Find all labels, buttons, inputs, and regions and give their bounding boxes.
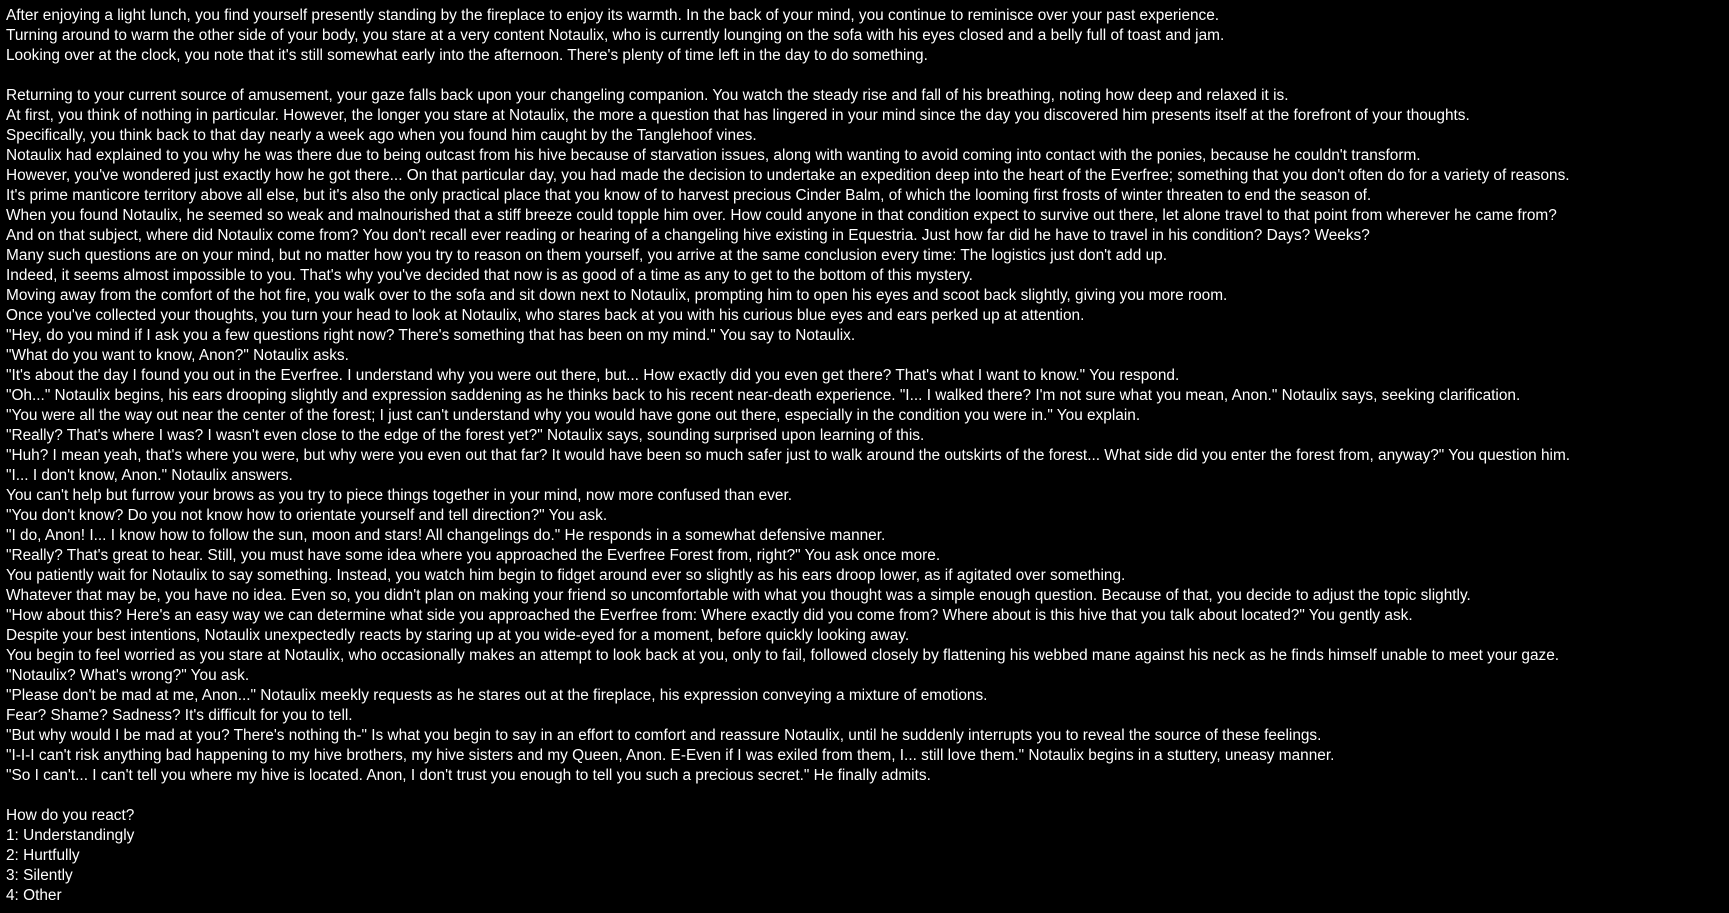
story-line: You can't help but furrow your brows as you try to piece things together in your mind, now more confused than ever. bbox=[6, 487, 793, 504]
story-line: "So I can't... I can't tell you where my hive is located. Anon, I don't trust you enough to tell you such a precious secret." He finally admits. bbox=[6, 767, 931, 784]
story-line: And on that subject, where did Notaulix come from? You don't recall ever reading or hearing of a changeling hive existing in Equestria. Just how far did he have to travel in his condition? Days? Weeks? bbox=[6, 227, 1370, 244]
story-line: When you found Notaulix, he seemed so weak and malnourished that a stiff breeze could topple him over. How could anyone in that condition expect to survive out there, let alone travel to that point from wherever he came from? bbox=[6, 207, 1557, 224]
choice-option-1[interactable]: 1: Understandingly bbox=[6, 827, 135, 844]
choice-option-2[interactable]: 2: Hurtfully bbox=[6, 847, 80, 864]
story-line: "Really? That's great to hear. Still, you must have some idea where you approached the Everfree Forest from, right?" You ask once more. bbox=[6, 547, 941, 564]
choice-prompt: How do you react? bbox=[6, 807, 135, 824]
story-line: Indeed, it seems almost impossible to you. That's why you've decided that now is as good of a time as any to get to the bottom of this mystery. bbox=[6, 267, 973, 284]
choice-list bbox=[6, 826, 1725, 906]
story-line: However, you've wondered just exactly how he got there... On that particular day, you had made the decision to undertake an expedition deep into the heart of the Everfree; something that you don't often do for a variety of reasons. bbox=[6, 167, 1570, 184]
story-line: "But why would I be mad at you? There's nothing th-" Is what you begin to say in an effort to comfort and reassure Notaulix, until he suddenly interrupts you to reveal the source of these feelings. bbox=[6, 727, 1322, 744]
story-line: Returning to your current source of amusement, your gaze falls back upon your changeling companion. You watch the steady rise and fall of his breathing, noting how deep and relaxed it is. bbox=[6, 87, 1289, 104]
story-line: "Huh? I mean yeah, that's where you were, but why were you even out that far? It would have been so much safer just to walk around the outskirts of the forest... What side did you enter the forest from, anyway?" You question him. bbox=[6, 447, 1571, 464]
story-line: "Please don't be mad at me, Anon..." Notaulix meekly requests as he stares out at the fireplace, his expression conveying a mixture of emotions. bbox=[6, 687, 988, 704]
story-line: "I... I don't know, Anon." Notaulix answers. bbox=[6, 467, 293, 484]
story-line: "Hey, do you mind if I ask you a few questions right now? There's something that has been on my mind." You say to Notaulix. bbox=[6, 327, 856, 344]
story-paragraph-intro bbox=[6, 6, 1725, 66]
choice-option-3[interactable]: 3: Silently bbox=[6, 867, 73, 884]
story-line: Moving away from the comfort of the hot fire, you walk over to the sofa and sit down next to Notaulix, prompting him to open his eyes and scoot back slightly, giving you more room. bbox=[6, 287, 1228, 304]
paragraph-spacer bbox=[6, 66, 1725, 86]
story-line: Many such questions are on your mind, but no matter how you try to reason on them yourself, you arrive at the same conclusion every time: The logistics just don't add up. bbox=[6, 247, 1167, 264]
story-line: "How about this? Here's an easy way we can determine what side you approached the Everfree from: Where exactly did you come from? Where about is this hive that you talk about located?" You gently ask. bbox=[6, 607, 1413, 624]
story-line: Once you've collected your thoughts, you turn your head to look at Notaulix, who stares back at you with his curious blue eyes and ears perked up at attention. bbox=[6, 307, 1085, 324]
story-line: "It's about the day I found you out in the Everfree. I understand why you were out there, but... How exactly did you even get there? That's what I want to know." You respond. bbox=[6, 367, 1180, 384]
story-line: Despite your best intentions, Notaulix unexpectedly reacts by staring up at you wide-eyed for a moment, before quickly looking away. bbox=[6, 627, 910, 644]
story-line: Whatever that may be, you have no idea. Even so, you didn't plan on making your friend so uncomfortable with what you thought was a simple enough question. Because of that, you decide to adjust the topic slightly. bbox=[6, 587, 1471, 604]
story-line: "Notaulix? What's wrong?" You ask. bbox=[6, 667, 250, 684]
story-line: "You were all the way out near the center of the forest; I just can't understand why you would have gone out there, especially in the condition you were in." You explain. bbox=[6, 407, 1141, 424]
story-line: After enjoying a light lunch, you find yourself presently standing by the fireplace to enjoy its warmth. In the back of your mind, you continue to reminisce over your past experience. bbox=[6, 7, 1220, 24]
story-line: You patiently wait for Notaulix to say something. Instead, you watch him begin to fidget around ever so slightly as his ears droop lower, as if agitated over something. bbox=[6, 567, 1126, 584]
story-paragraph-main bbox=[6, 86, 1725, 786]
story-line: Fear? Shame? Sadness? It's difficult for you to tell. bbox=[6, 707, 353, 724]
story-line: Notaulix had explained to you why he was there due to being outcast from his hive because of starvation issues, along with wanting to avoid coming into contact with the ponies, because he couldn't transform. bbox=[6, 147, 1421, 164]
story-line: "What do you want to know, Anon?" Notaulix asks. bbox=[6, 347, 349, 364]
story-line: "Oh..." Notaulix begins, his ears drooping slightly and expression saddening as he thinks back to his recent near-death experience. "I... I walked there? I'm not sure what you mean, Anon." Notaulix says, seeking clarification. bbox=[6, 387, 1521, 404]
story-line: "You don't know? Do you not know how to orientate yourself and tell direction?" You ask. bbox=[6, 507, 608, 524]
story-text bbox=[6, 6, 1725, 906]
choice-option-4[interactable]: 4: Other bbox=[6, 887, 62, 904]
story-line: Looking over at the clock, you note that it's still somewhat early into the afternoon. There's plenty of time left in the day to do something. bbox=[6, 47, 928, 64]
story-line: "I-I-I can't risk anything bad happening to my hive brothers, my hive sisters and my Queen, Anon. E-Even if I was exiled from them, I... still love them." Notaulix begins in a stuttery, uneasy manner. bbox=[6, 747, 1335, 764]
story-line: You begin to feel worried as you stare at Notaulix, who occasionally makes an attempt to look back at you, only to fail, followed closely by flattening his webbed mane against his neck as he finds himself unable to meet your gaze. bbox=[6, 647, 1560, 664]
story-line: It's prime manticore territory above all else, but it's also the only practical place that you know of to harvest precious Cinder Balm, of which the looming first frosts of winter threaten to end the season of. bbox=[6, 187, 1372, 204]
story-line: "I do, Anon! I... I know how to follow the sun, moon and stars! All changelings do." He responds in a somewhat defensive manner. bbox=[6, 527, 886, 544]
paragraph-spacer bbox=[6, 786, 1725, 806]
story-line: "Really? That's where I was? I wasn't even close to the edge of the forest yet?" Notaulix says, sounding surprised upon learning of this. bbox=[6, 427, 925, 444]
story-line: At first, you think of nothing in particular. However, the longer you stare at Notaulix, the more a question that has lingered in your mind since the day you discovered him presents itself at the forefront of your thoughts. bbox=[6, 107, 1470, 124]
story-line: Turning around to warm the other side of your body, you stare at a very content Notaulix, who is currently lounging on the sofa with his eyes closed and a belly full of toast and jam. bbox=[6, 27, 1225, 44]
story-line: Specifically, you think back to that day nearly a week ago when you found him caught by the Tanglehoof vines. bbox=[6, 127, 757, 144]
